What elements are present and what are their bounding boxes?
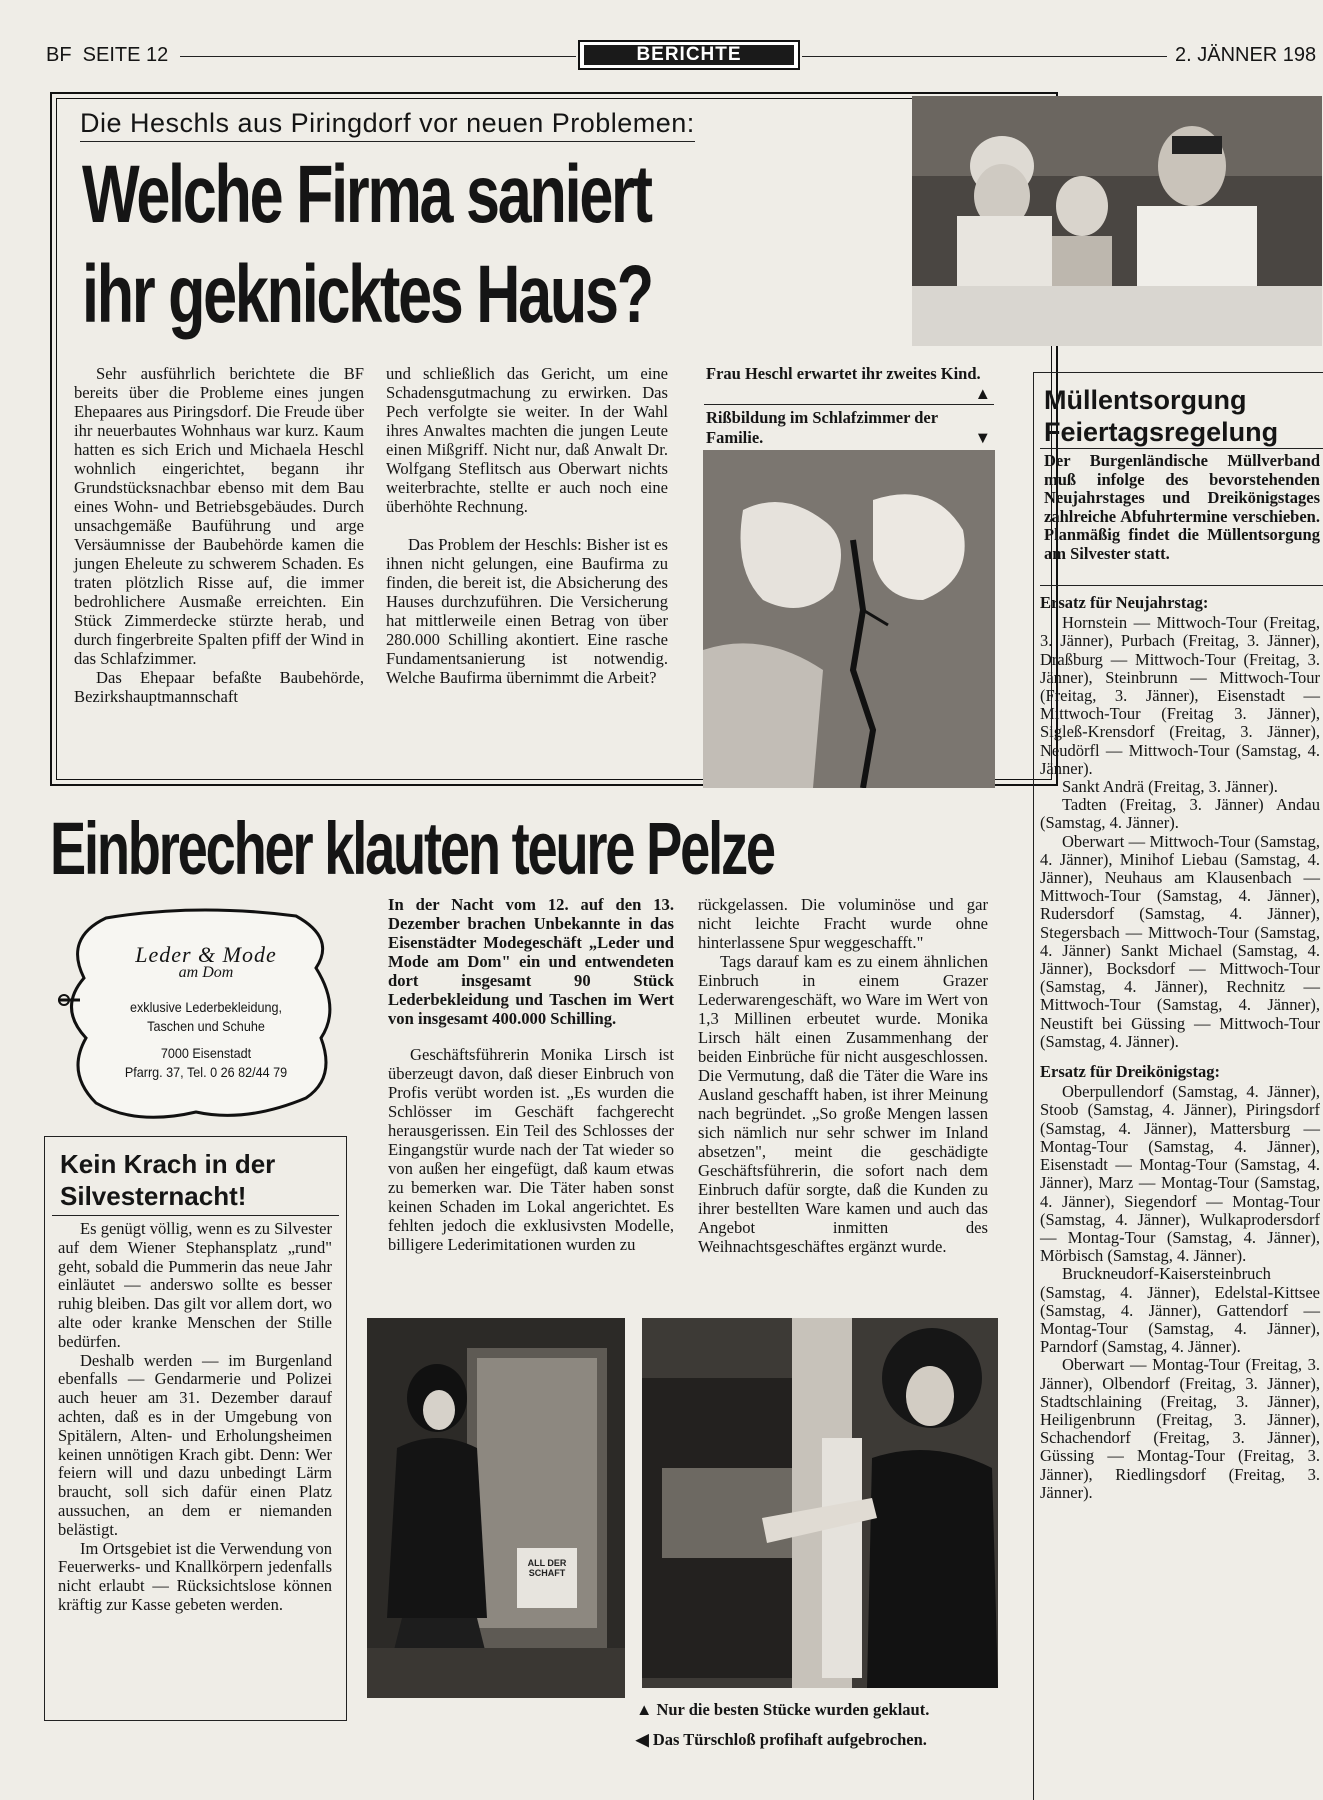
story1-headline-1: Welche Firma saniert [82, 149, 651, 240]
paragraph: Das Ehepaar befaßte Baubehörde, Bezirkshauptmannschaft [74, 668, 364, 706]
section-tag-label: BERICHTE [584, 45, 794, 65]
story1-kicker: Die Heschls aus Piringdorf vor neuen Problemen: [80, 108, 695, 142]
ad-text: exklusive Lederbekleidung, Taschen und Schuhe 7000 Eisenstadt Pfarrg. 37, Tel. 0 26 82/44 79 [124, 999, 288, 1080]
arrow-down-icon: ▼ [974, 428, 991, 447]
header-rule-right [802, 56, 1167, 57]
story1-headline-2: ihr geknicktes Haus? [82, 249, 652, 340]
sidebar-list [1040, 594, 1320, 1502]
silvester-rule [52, 1215, 339, 1216]
paragraph: Sehr ausführlich berichtete die BF bereits über die Probleme eines jungen Ehepaares aus Piringsdorf. Die Freude über ihr neuerbautes Wohnhaus war kurz. Kaum hatten es sich Erich und Michaela Heschl wohnlich eingerichtet, begann ihr Grundstücksnachbar ebenso mit dem Bau eines Wohn- und Betriebsgebäudes. Durch unsachgemäße Bauführung und arge Versäumnisse der Baubehörde kamen die jungen Eheleute zu schwerem Schaden. Es traten plötzlich Risse auf, die immer bedrohlichere Ausmaße erreichten. Ein Stück Zimmerdecke stürzte herab, und durch fingerbreite Spalten pfiff der Wind in das Schlafzimmer. [74, 364, 364, 668]
schedule-entry: Oberwart — Mittwoch-Tour (Samstag, 4. Jänner), Minihof Liebau (Samstag, 4. Jänner), Neuhaus am Klausenbach — Mittwoch-Tour (Samstag, 4. Jänner), Rudersdorf (Samstag, 4. Jänner), Stegersbach — Mittwoch-Tour (Samstag, 4. Jänner) Sankt Michael (Samstag, 4. Jänner), Bocksdorf — Mittwoch-Tour (Samstag, 4. Jänner), Rechnitz — Mittwoch-Tour (Samstag, 4. Jänner), Neustift bei Güssing — Mittwoch-Tour (Samstag, 4. Jänner). [1040, 831, 1320, 1051]
shop-owner-photo [642, 1318, 998, 1688]
caption-rule [704, 404, 994, 405]
story2-caption-2: ◀ Das Türschloß profihaft aufgebrochen. [636, 1730, 927, 1749]
story2-column-2 [698, 895, 988, 1256]
paragraph: Das Problem der Heschls: Bisher ist es ihnen nicht gelungen, eine Baufirma zu finden, die bereit ist, die Absicherung des Hauses durchzuführen. Die Versicherung hat mittlerweile einen Betrag von über 280.000 Schilling akontiert. Eine rasche Fundamentsanierung ist notwendig. Welche Baufirma übernimmt die Arbeit? [386, 535, 668, 687]
ad-logo: Leder & Mode am Dom [135, 942, 277, 981]
story2-caption-1: ▲ Nur die besten Stücke wurden geklaut. [636, 1700, 930, 1719]
schedule-entry: Oberpullendorf (Samstag, 4. Jänner), Stoob (Samstag, 4. Jänner), Piringsdorf (Samstag, 4. Jänner), Mattersburg — Montag-Tour (Samstag, 4. Jänner), Eisenstadt — Montag-Tour (Samstag, 4. Jänner), Marz — Montag-Tour (Samstag, 4. Jänner), Siegendorf — Montag-Tour (Samstag, 4. Jänner), Wulkaprodersdorf — Montag-Tour (Samstag, 4. Jänner), Mörbisch (Samstag, 4. Jänner). [1040, 1082, 1320, 1266]
sidebar-heading-new-year: Ersatz für Neujahrstag: [1040, 593, 1209, 612]
page-header [0, 38, 1323, 78]
silvester-text [58, 1220, 332, 1615]
schedule-entry: Sankt Andrä (Freitag, 3. Jänner). [1062, 777, 1278, 797]
sidebar-heading-epiphany: Ersatz für Dreikönigstag: [1040, 1062, 1220, 1082]
paragraph: Deshalb werden — im Burgenland ebenfalls — Gendarmerie und Polizei auch heuer am 31. Dezember darauf achten, daß es in der Umgebung von Spitälern, Alten- und Erholungsheimen keinen unnötigen Krach gibt. Denn: Wer feiern will und dazu unbedingt Lärm braucht, soll sich dafür einen Platz aussuchen, an dem er niemanden belästigt. [58, 1350, 332, 1539]
story1-caption-2: Rißbildung im Schlafzimmer der Familie. ▼ [706, 408, 991, 447]
story2-headline: Einbrecher klauten teure Pelze [50, 807, 774, 890]
crack-photo [703, 450, 995, 788]
story1-column-1 [74, 364, 364, 706]
sidebar-intro: Der Burgenländische Müllverband muß infolge des bevorstehenden Neujahrstages und Dreikönigstages zahlreiche Abfuhrtermine verschieben. Planmäßig findet die Müllentsorgung am Silvester statt. [1044, 451, 1320, 563]
story2-lead: In der Nacht vom 12. auf den 13. Dezember brachen Unbekannte in das Eisenstädter Modegeschäft „Leder und Mode am Dom" ein und entwendeten dort insgesamt 90 Stück Lederbekleidung und Taschen im Wert von insgesamt 400.000 Schilling. [388, 895, 674, 1028]
sidebar-rule-2 [1040, 585, 1323, 586]
header-rule-left [180, 56, 576, 57]
silvester-title: Kein Krach in der Silvesternacht! [60, 1149, 276, 1211]
family-photo [912, 96, 1322, 346]
paragraph: Tags darauf kam es zu einem ähnlichen Einbruch in einem Grazer Lederwarengeschäft, wo Ware im Wert von 1,3 Millinen erbeutet wurde. Monika Lirsch hält einen Zusammenhang der beiden Einbrüche für nicht ausgeschlossen. Die Vermutung, daß die Täter die Ware ins Ausland geschafft haben, ist ihrer Meinung nach begründet. „So große Mengen lassen sich nämlich nur sehr schwer im Inland absetzen", meint die geschädigte Geschäftsführerin, die sofort nach dem Einbruch dafür sorgte, daß die Kunden zu ihrer bestellten Ware kamen und auch das Angebot inmitten des Weihnachtsgeschäftes ergänzt wurde. [698, 952, 988, 1256]
sidebar-rule [1040, 448, 1323, 449]
paragraph: Geschäftsführerin Monika Lirsch ist überzeugt davon, daß dieser Einbruch von Profis verübt worden ist. „Es wurden die Schlösser im Geschäft fachgerecht herausgerissen. Ein Teil des Schlosses der Eingangstür wurde nach der Tat wieder so von außen her eingefügt, daß kaum etwas zu bemerken war. Die Täter haben sonst keinen Schaden im Lokal angerichtet. Es fehlten jedoch die exklusivsten Modelle, billigere Lederimitationen wurden zu [388, 1045, 674, 1254]
leather-mode-ad [46, 898, 346, 1128]
issue-date: 2. JÄNNER 198 [1175, 44, 1317, 66]
story1-column-2 [386, 364, 668, 687]
page-label: BF SEITE 12 [46, 44, 169, 66]
schedule-entry: Bruckneudorf-Kaisersteinbruch (Samstag, 4. Jänner), Edelstal-Kittsee (Samstag, 4. Jänner), Gattendorf — Montag-Tour (Samstag, 4. Jänner), Parndorf (Samstag, 4. Jänner). [1040, 1264, 1320, 1357]
schedule-entry: Hornstein — Mittwoch-Tour (Freitag, 3. Jänner), Purbach (Freitag, 3. Jänner), Draßburg — Mittwoch-Tour (Freitag, 3. Jänner), Steinbrunn — Mittwoch-Tour (Freitag, 3. Jänner), Eisenstadt — Mittwoch-Tour (Freitag 3. Jänner), Sigleß-Krensdorf (Freitag, 3. Jänner), Neudörfl — Mittwoch-Tour (Samstag, 4. Jänner). [1040, 613, 1320, 778]
sidebar-title: Müllentsorgung Feiertagsregelung [1044, 385, 1279, 447]
shop-sign: ALL DER SCHAFT [527, 1558, 567, 1578]
shop-door-photo [367, 1318, 625, 1698]
story2-column-1 [388, 1045, 674, 1254]
paragraph: Es genügt völlig, wenn es zu Silvester auf dem Wiener Stephansplatz „rund" geht, sobald die Pummerin das neue Jahr einläutet — anderswo sollte es besser ruhig bleiben. Das gilt vor allem dort, wo alte oder kranke Menschen der Stille bedürfen. [58, 1219, 332, 1351]
paragraph: und schließlich das Gericht, um eine Schadensgutmachung zu erwirken. Das Pech verfolgte sie weiter. In der Wahl ihres Anwaltes machten die jungen Leute einen Mißgriff. Nicht nur, daß Anwalt Dr. Wolfgang Steflitsch aus Oberwart nichts weiterbrachte, stellte er auch noch eine überhöhte Rechnung. [386, 364, 668, 516]
schedule-entry: Oberwart — Montag-Tour (Freitag, 3. Jänner), Olbendorf (Freitag, 3. Jänner), Stadtschlaining (Freitag, 3. Jänner), Heiligenbrunn (Freitag, 3. Jänner), Schachendorf (Freitag, 3. Jänner), Güssing — Montag-Tour (Freitag, 3. Jänner), Riedlingsdorf (Freitag, 3. Jänner). [1040, 1355, 1320, 1502]
section-tag [578, 40, 800, 70]
schedule-entry: Tadten (Freitag, 3. Jänner) Andau (Samstag, 4. Jänner). [1040, 795, 1320, 833]
paragraph: rückgelassen. Die voluminöse und gar nicht leichte Fracht wurde ohne hinterlassene Spur weggeschafft." [698, 895, 988, 952]
paragraph: Im Ortsgebiet ist die Verwendung von Feuerwerks- und Knallkörpern jedenfalls nicht erlaubt — Rücksichtslose können kräftig zur Kasse gebeten werden. [58, 1538, 332, 1614]
arrow-up-icon: ▲ [974, 384, 991, 403]
story1-caption-1: Frau Heschl erwartet ihr zweites Kind. ▲ [706, 364, 991, 403]
